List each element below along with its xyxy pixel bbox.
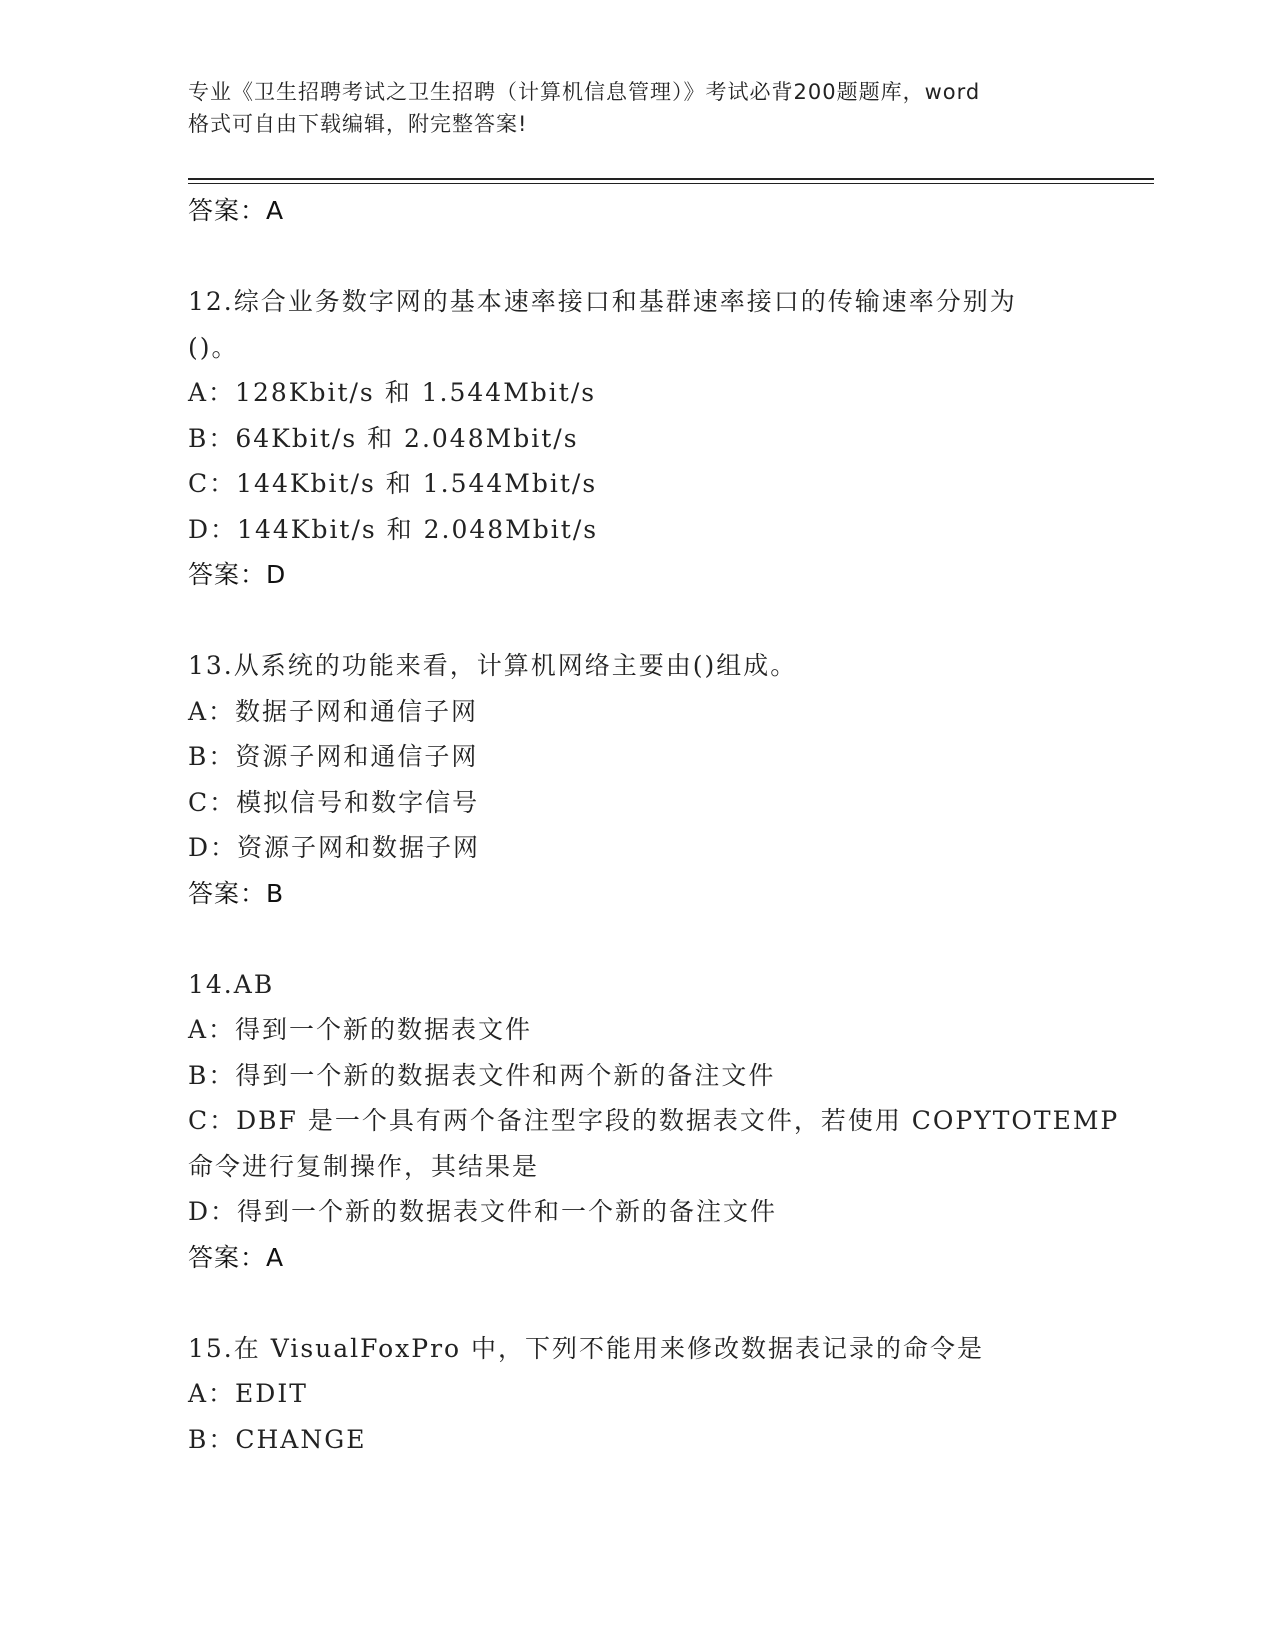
answer-label: 答案：D	[188, 560, 287, 589]
answer-label: 答案：A	[188, 1242, 285, 1272]
option-a: A：得到一个新的数据表文件	[188, 1015, 533, 1044]
question-15	[188, 1326, 1088, 1463]
header-line-2: 格式可自由下载编辑，附完整答案!	[188, 112, 528, 136]
question-13	[188, 643, 1088, 916]
question-stem: 14.AB	[188, 969, 275, 999]
option-b: B：CHANGE	[188, 1424, 367, 1454]
answer-label: 答案：A	[188, 196, 285, 225]
question-stem: 12.综合业务数字网的基本速率接口和基群速率接口的传输速率分别为	[188, 287, 1017, 316]
question-stem-cont: ()。	[188, 332, 239, 362]
option-a: A：128Kbit/s 和 1.544Mbit/s	[188, 378, 597, 407]
header-line-1: 专业《卫生招聘考试之卫生招聘（计算机信息管理）》考试必背200题题库，word	[188, 80, 981, 104]
question-stem: 13.从系统的功能来看，计算机网络主要由()组成。	[188, 651, 798, 680]
question-list	[188, 188, 1120, 1462]
document-header	[188, 76, 1088, 140]
question-stem: 15.在 VisualFoxPro 中，下列不能用来修改数据表记录的命令是	[188, 1333, 985, 1363]
header-divider-thin	[188, 183, 1154, 184]
question-12	[188, 279, 1088, 598]
option-b: B：64Kbit/s 和 2.048Mbit/s	[188, 423, 579, 453]
option-c: C：DBF 是一个具有两个备注型字段的数据表文件，若使用 COPYTOTEMP	[188, 1106, 1120, 1135]
option-b: B：得到一个新的数据表文件和两个新的备注文件	[188, 1060, 776, 1090]
option-c: C：模拟信号和数字信号	[188, 787, 480, 817]
question-14	[188, 962, 1120, 1281]
option-d: D：得到一个新的数据表文件和一个新的备注文件	[188, 1197, 778, 1226]
option-d: D：144Kbit/s 和 2.048Mbit/s	[188, 514, 599, 544]
option-c: C：144Kbit/s 和 1.544Mbit/s	[188, 469, 598, 498]
option-a: A：数据子网和通信子网	[188, 696, 479, 726]
option-a: A：EDIT	[188, 1379, 308, 1408]
answer-label: 答案：B	[188, 878, 285, 908]
option-b: B：资源子网和通信子网	[188, 742, 479, 771]
header-divider	[188, 178, 1154, 180]
option-d: D：资源子网和数据子网	[188, 833, 481, 862]
option-c-cont: 命令进行复制操作，其结果是	[188, 1151, 540, 1181]
